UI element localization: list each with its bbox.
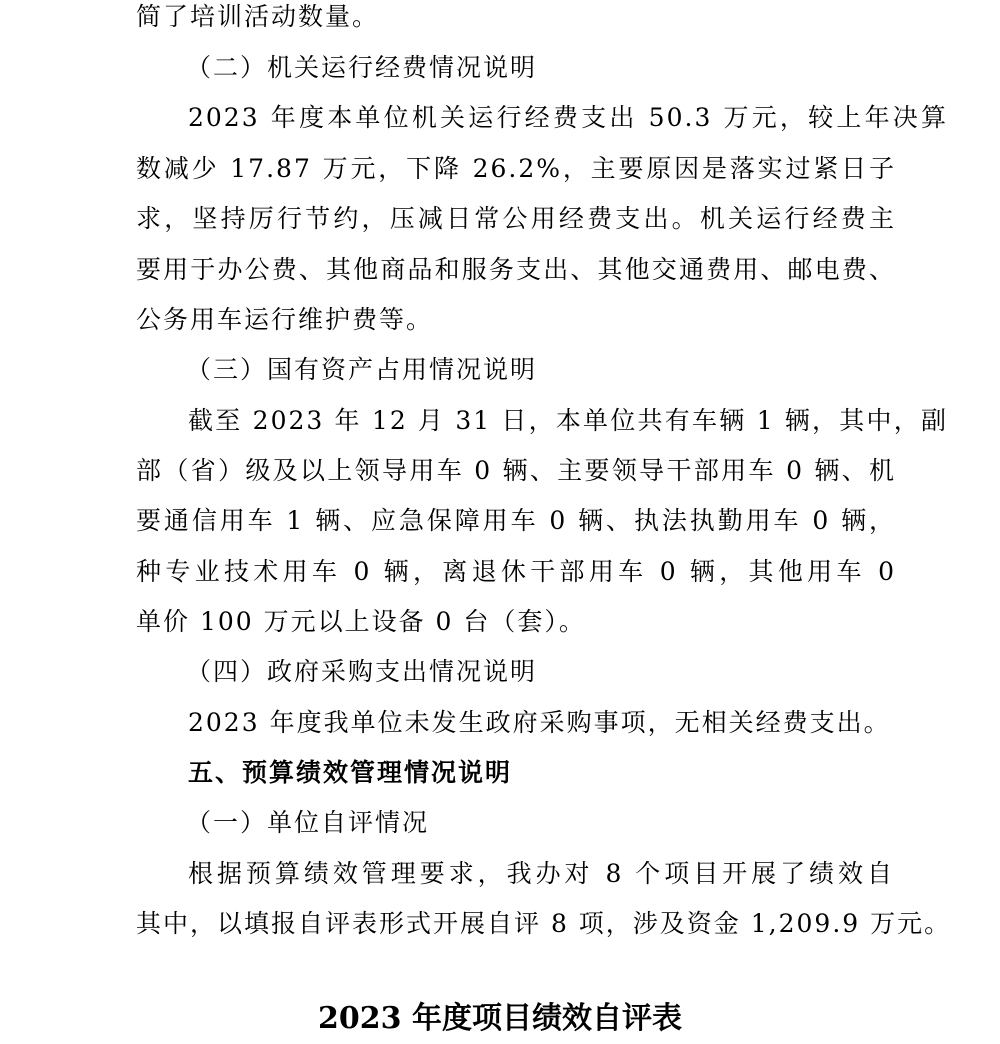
table-title: 2023 年度项目绩效自评表 — [318, 1001, 682, 1036]
paragraph-line: 单价 100 万元以上设备 0 台（套）。 — [136, 607, 586, 636]
paragraph-line: 根据预算绩效管理要求，我办对 8 个项目开展了绩效自 — [188, 859, 894, 888]
paragraph-line: 部（省）级及以上领导用车 0 辆、主要领导干部用车 0 辆、机 — [136, 456, 896, 485]
subheading-operating-expenses: （二）机关运行经费情况说明 — [186, 53, 538, 82]
paragraph-line: 要用于办公费、其他商品和服务支出、其他交通费用、邮电费、 — [136, 255, 896, 284]
section-heading-performance-management: 五、预算绩效管理情况说明 — [188, 758, 513, 787]
subheading-government-procurement: （四）政府采购支出情况说明 — [186, 657, 538, 686]
paragraph-line: 简了培训活动数量。 — [136, 2, 380, 31]
subheading-state-assets: （三）国有资产占用情况说明 — [186, 355, 538, 384]
paragraph-line: 2023 年度我单位未发生政府采购事项，无相关经费支出。 — [188, 708, 891, 737]
paragraph-line: 其中，以填报自评表形式开展自评 8 项，涉及资金 1,209.9 万元。 — [136, 909, 952, 938]
paragraph-line: 截至 2023 年 12 月 31 日，本单位共有车辆 1 辆，其中，副 — [188, 406, 948, 435]
paragraph-line: 公务用车运行维护费等。 — [136, 305, 434, 334]
paragraph-line: 求，坚持厉行节约，压减日常公用经费支出。机关运行经费主 — [136, 204, 896, 233]
paragraph-line: 2023 年度本单位机关运行经费支出 50.3 万元，较上年决算 — [188, 103, 948, 132]
paragraph-line: 种专业技术用车 0 辆，离退休干部用车 0 辆，其他用车 0 — [136, 557, 896, 586]
subheading-self-evaluation: （一）单位自评情况 — [186, 808, 430, 837]
paragraph-line: 要通信用车 1 辆、应急保障用车 0 辆、执法执勤用车 0 辆， — [136, 506, 896, 535]
paragraph-line: 数减少 17.87 万元，下降 26.2%，主要原因是落实过紧日子 — [136, 154, 896, 183]
